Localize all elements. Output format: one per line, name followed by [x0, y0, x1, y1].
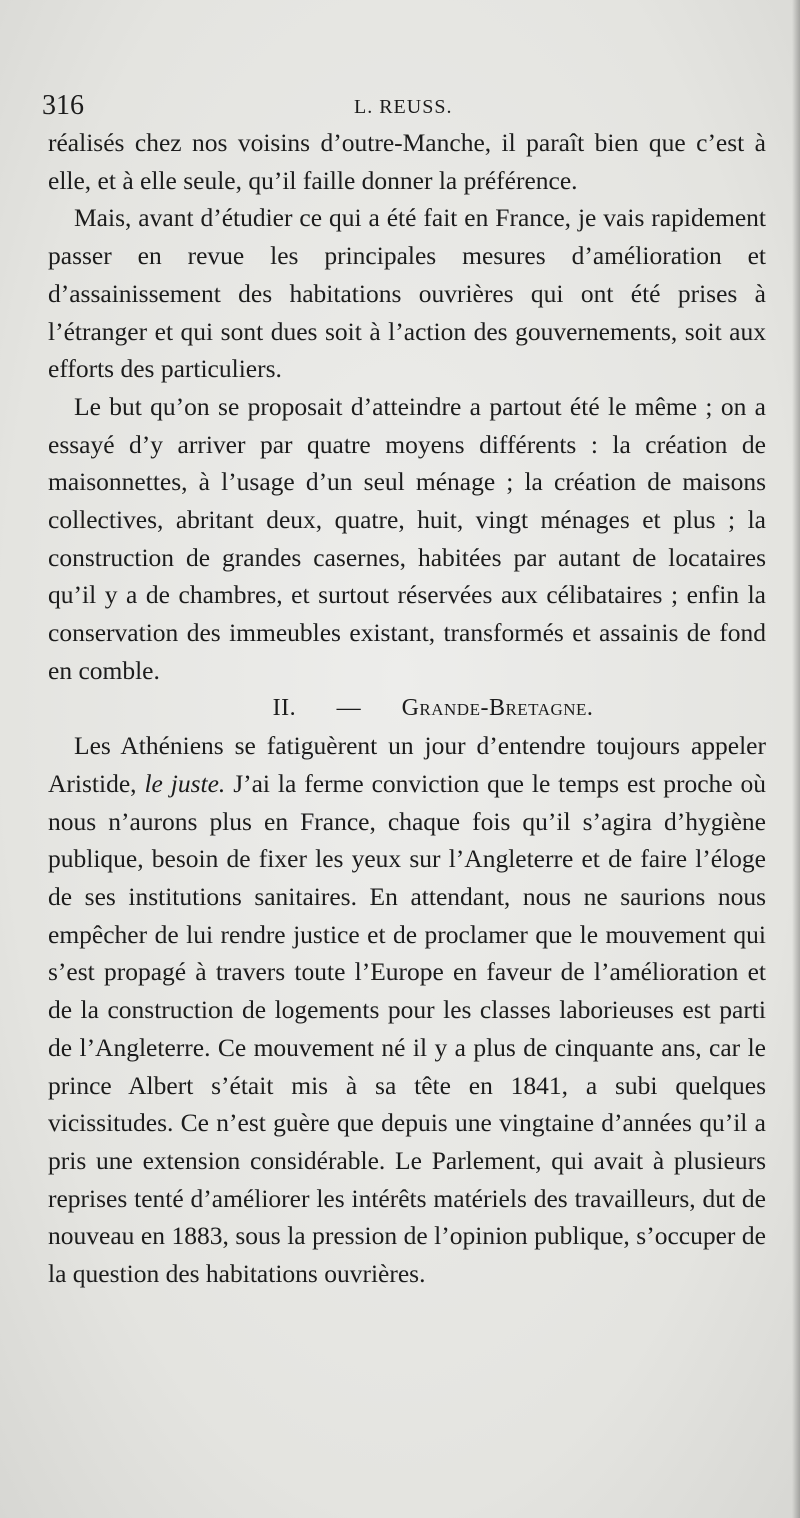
section-title: Grande-Bretagne.: [401, 694, 594, 721]
section-heading: [48, 690, 766, 728]
paragraph: Mais, avant d’étudier ce qui a été fait en France, je vais rapidement passer en revue les principales mesures d’amélioration et d’assainissement des habitations ouvrières qui ont été prises à l’étranger et qui sont dues soit à l’action des gouvernements, soit aux efforts des particuliers.: [48, 203, 766, 384]
paragraph-text: Les Athéniens se fatiguèrent un jour d’entendre toujours appeler Aristide,: [48, 731, 766, 798]
running-head: L. REUSS.: [354, 96, 453, 118]
body-text: [48, 124, 766, 1293]
page-header: [42, 90, 754, 122]
paragraph: [48, 727, 766, 1293]
paragraph-text: J’ai la ferme conviction que le temps est proche où nous n’aurons plus en France, chaque fois qu’il s’agira d’hygiène publique, besoin de fixer les yeux sur l’Angleterre et de faire l’éloge de ses institutions sanitaires. En attendant, nous ne saurions nous empêcher de lui rendre justice et de proclamer que le mouvement qui s’est propagé à travers toute l’Europe en faveur de l’amélioration et de la construction de logements pour les classes laborieuses est parti de l’Angleterre. Ce mouvement né il y a plus de cinquante ans, car le prince Albert s’était mis à sa tête en 1841, a subi quelques vicissitudes. Ce n’est guère que depuis une vingtaine d’années qu’il a pris une extension considérable. Le Parlement, qui avait à plusieurs reprises tenté d’améliorer les intérêts matériels des travailleurs, dut de nouveau en 1883, sous la pression de l’opinion publique, s’occuper de la question des habitations ouvrières.: [48, 768, 766, 1289]
paragraph-continuation: réalisés chez nos voisins d’outre-Manche, il paraît bien que c’est à elle, et à elle seule, qu’il faille donner la préférence.: [48, 128, 766, 195]
section-dash: —: [336, 694, 362, 721]
page-number: 316: [42, 90, 84, 121]
section-number: II.: [272, 694, 297, 721]
paragraph: Le but qu’on se proposait d’atteindre a partout été le même ; on a essayé d’y arriver par quatre moyens différents : la création de maisonnettes, à l’usage d’un seul ménage ; la création de maisons collectives, abritant deux, quatre, huit, vingt ménages et plus ; la construction de grandes casernes, habitées par autant de locataires qu’il y a de chambres, et surtout réservées aux célibataires ; enfin la conservation des immeubles existant, transformés et assainis de fond en comble.: [48, 391, 766, 685]
italic-text: le juste.: [144, 768, 226, 798]
